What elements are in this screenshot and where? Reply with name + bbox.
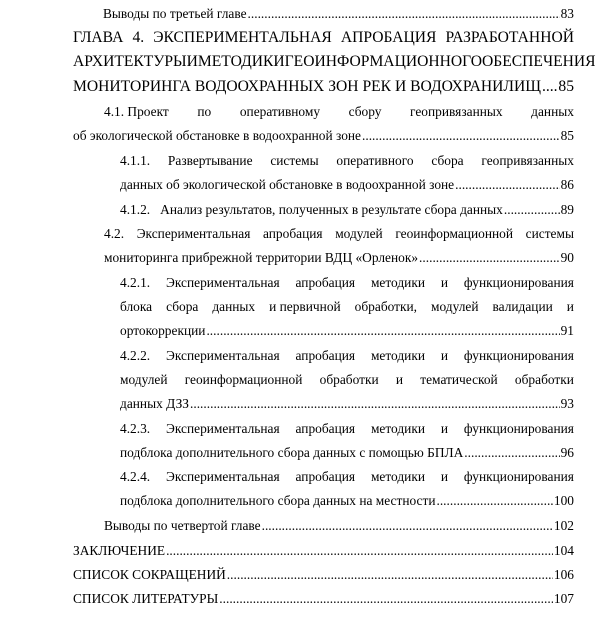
toc-page-number: 90 bbox=[560, 250, 574, 265]
toc-entry-title: СПИСОК СОКРАЩЕНИЙ bbox=[73, 567, 226, 582]
toc-heading-line-2: АРХИТЕКТУРЫ И МЕТОДИКИ ГЕОИНФОРМАЦИОННОГО ОБЕСПЕЧЕНИЯ bbox=[73, 53, 596, 70]
toc-heading-line-1: 4.2.2. Экспериментальная апробация методики и функционирования bbox=[120, 348, 574, 363]
toc-entry-title: ЗАКЛЮЧЕНИЕ bbox=[73, 543, 166, 558]
toc-heading-line-1: 4.1.1. Развертывание системы оперативного сбора геопривязанных bbox=[120, 153, 574, 168]
toc-entry-title: подблока дополнительного сбора данных на местности bbox=[120, 493, 436, 508]
toc-page-number: 104 bbox=[553, 543, 574, 558]
toc-page-number: 83 bbox=[560, 6, 574, 21]
toc-page-number: 102 bbox=[553, 518, 574, 533]
toc-heading-line-2 bbox=[104, 250, 574, 266]
toc-leader-dots bbox=[227, 567, 553, 583]
toc-heading-line-2 bbox=[120, 493, 574, 509]
toc-leader-dots bbox=[248, 6, 560, 22]
toc-page-number: 107 bbox=[553, 591, 574, 606]
toc-leader-dots bbox=[262, 518, 553, 534]
toc-heading-line-1: 4.1. Проект по оперативному сбору геопривязанных данных bbox=[104, 104, 574, 119]
toc-leader-dots bbox=[219, 591, 553, 607]
toc-leader-dots bbox=[166, 543, 553, 559]
toc-heading-line-2 bbox=[120, 177, 574, 193]
toc-page-number: 89 bbox=[560, 202, 574, 217]
toc-entry-conclusions-chapter-4[interactable] bbox=[104, 518, 574, 534]
toc-leader-dots bbox=[542, 78, 557, 96]
toc-leader-dots bbox=[419, 250, 560, 266]
toc-page-number: 106 bbox=[553, 567, 574, 582]
toc-heading-line-2: блока сбора данных и первичной обработки, модулей валидации и bbox=[120, 299, 574, 314]
toc-entry-title: данных ДЗЗ bbox=[120, 396, 190, 411]
toc-heading-line-1: ГЛАВА 4. ЭКСПЕРИМЕНТАЛЬНАЯ АПРОБАЦИЯ РАЗРАБОТАННОЙ bbox=[73, 29, 574, 46]
toc-page-number: 85 bbox=[560, 128, 574, 143]
toc-heading-line-3 bbox=[120, 396, 574, 412]
toc-heading-line-3 bbox=[120, 323, 574, 339]
toc-page-number: 100 bbox=[553, 493, 574, 508]
toc-page-number: 91 bbox=[560, 323, 574, 338]
toc-leader-dots bbox=[206, 323, 559, 339]
toc-page-number: 93 bbox=[560, 396, 574, 411]
toc-entry-title: ортокоррекции bbox=[120, 323, 206, 338]
toc-page-number: 86 bbox=[560, 177, 574, 192]
toc-entry-title: СПИСОК ЛИТЕРАТУРЫ bbox=[73, 591, 219, 606]
toc-entry-title: об экологической обстановке в водоохранной зоне bbox=[73, 128, 362, 143]
toc-entry-title: 4.1.2. Анализ результатов, полученных в результате сбора данных bbox=[120, 202, 503, 217]
toc-heading-line-1: 4.2.4. Экспериментальная апробация методики и функционирования bbox=[120, 469, 574, 484]
toc-leader-dots bbox=[455, 177, 559, 193]
toc-heading-line-3 bbox=[73, 78, 574, 96]
toc-entry-abbreviations[interactable] bbox=[73, 567, 574, 583]
toc-leader-dots bbox=[504, 202, 560, 218]
toc-page-number: 96 bbox=[560, 445, 574, 460]
toc-entry-title: МОНИТОРИНГА ВОДООХРАННЫХ ЗОН РЕК И ВОДОХРАНИЛИЩ bbox=[73, 78, 541, 95]
toc-heading-line-1: 4.2.1. Экспериментальная апробация методики и функционирования bbox=[120, 275, 574, 290]
toc-entry-conclusions-chapter-3[interactable] bbox=[103, 6, 574, 22]
toc-entry-title: мониторинга прибрежной территории ВДЦ «Орленок» bbox=[104, 250, 419, 265]
toc-heading-line-1: 4.2.3. Экспериментальная апробация методики и функционирования bbox=[120, 421, 574, 436]
toc-heading-line-2 bbox=[120, 445, 574, 461]
toc-heading-line-2 bbox=[73, 128, 574, 144]
toc-leader-dots bbox=[464, 445, 559, 461]
toc-entry-conclusion[interactable] bbox=[73, 543, 574, 559]
toc-entry-title: Выводы по третьей главе bbox=[103, 6, 247, 21]
toc-page-number: 85 bbox=[558, 78, 574, 95]
toc-entry-title: Выводы по четвертой главе bbox=[104, 518, 261, 533]
toc-leader-dots bbox=[190, 396, 560, 412]
toc-heading-line-2: модулей геоинформационной обработки и тематической обработки bbox=[120, 372, 574, 387]
toc-leader-dots bbox=[362, 128, 560, 144]
toc-entry-title: подблока дополнительного сбора данных с помощью БПЛА bbox=[120, 445, 464, 460]
toc-heading-line-1: 4.2. Экспериментальная апробация модулей геоинформационной системы bbox=[104, 226, 574, 241]
toc-leader-dots bbox=[436, 493, 552, 509]
toc-entry-title: данных об экологической обстановке в водоохранной зоне bbox=[120, 177, 455, 192]
toc-entry-references[interactable] bbox=[73, 591, 574, 607]
toc-entry-section-4-1-2[interactable] bbox=[120, 202, 574, 218]
